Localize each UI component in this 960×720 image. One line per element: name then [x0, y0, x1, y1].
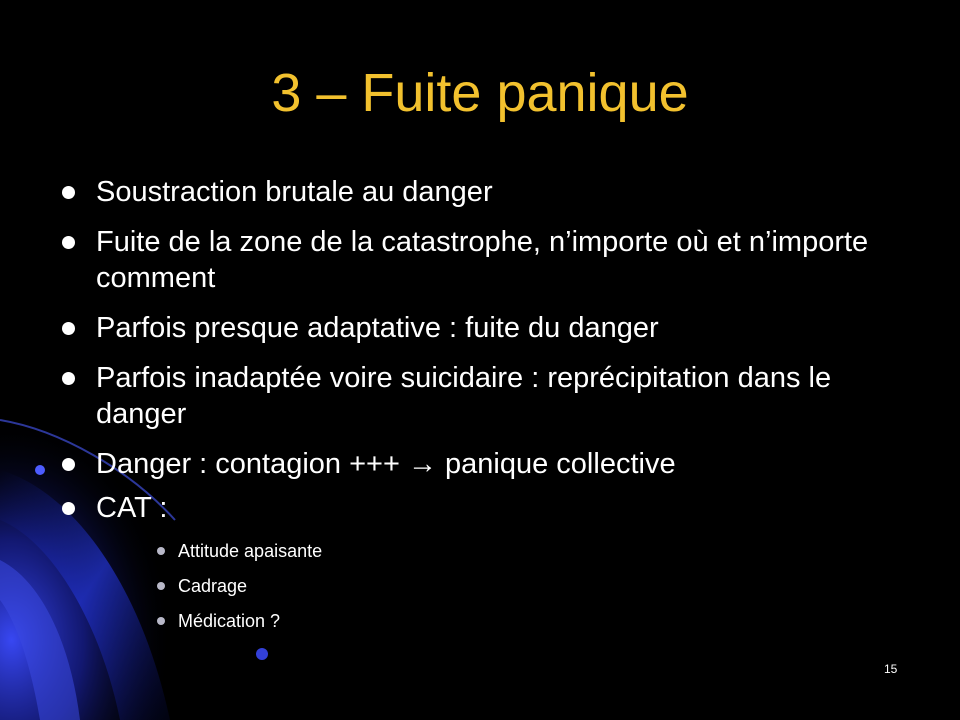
bullet-icon — [62, 372, 75, 385]
bullet-item — [60, 490, 900, 526]
sub-bullet-icon — [157, 582, 165, 590]
bullet-item — [60, 446, 900, 482]
sub-bullet-text: Médication ? — [178, 611, 281, 631]
bullet-text: CAT : — [96, 492, 168, 524]
bullet-icon — [62, 458, 75, 471]
bullet-icon — [62, 236, 75, 249]
sub-bullet-icon — [157, 547, 165, 555]
slide-title: 3 – Fuite panique — [271, 63, 689, 123]
bullet-text: Fuite de la zone de la catastrophe, n’importe où et n’importe comment — [96, 226, 869, 294]
bullet-text: Soustraction brutale au danger — [96, 176, 493, 208]
sub-bullet-item — [157, 610, 322, 632]
glow-dot — [256, 648, 268, 660]
sub-bullet-text: Cadrage — [178, 576, 248, 596]
sub-bullet-item — [157, 540, 322, 562]
bullet-icon — [62, 502, 75, 515]
bullet-item — [60, 360, 900, 432]
page-number: 15 — [884, 662, 898, 676]
bullet-text: Parfois presque adaptative : fuite du danger — [96, 312, 659, 344]
sub-bullet-text: Attitude apaisante — [178, 541, 323, 561]
bullet-icon — [62, 322, 75, 335]
glow-dot — [35, 465, 45, 475]
bullet-icon — [62, 186, 75, 199]
sub-bullet-item — [157, 575, 322, 597]
sub-bullet-list — [157, 540, 322, 645]
bullet-text: Danger : contagion +++ → panique collective — [96, 448, 676, 480]
bullet-item — [60, 310, 900, 346]
bullet-list — [60, 174, 900, 540]
bullet-text: Parfois inadaptée voire suicidaire : reprécipitation dans le danger — [96, 362, 832, 430]
sub-bullet-icon — [157, 617, 165, 625]
bullet-item — [60, 224, 900, 296]
bullet-item — [60, 174, 900, 210]
